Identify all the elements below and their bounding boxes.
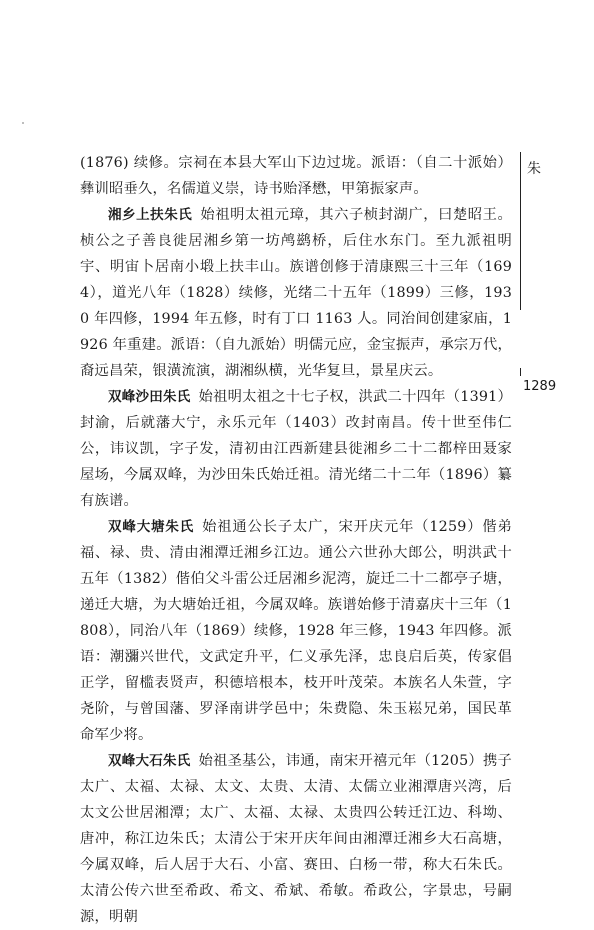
entry-text: 始祖明太祖之十七子权，洪武二十四年（1391）封渝，后就藩大宁，永乐元年（1403）改封南昌。传十世至伟仁公，讳议凯，字子发，清初由江西新建县徙湘乡二十二都梓田聂家屋场，今属双峰，为沙田朱氏始迁祖。清光绪二十二年（1896）纂有族谱。 (80, 389, 512, 509)
paragraph-text: (1876) 续修。宗祠在本县大军山下边过垅。派语：（自二十派始）彝训昭垂久，名儒道义崇，诗书贻泽懋，甲第振家声。 (80, 155, 512, 197)
page-number: 1289 (523, 379, 557, 394)
entry-shuangfeng-shatian (80, 384, 512, 514)
entry-heading: 双峰大塘朱氏 (108, 519, 195, 535)
body-text (80, 150, 512, 930)
entry-xiangxiang-shangfu (80, 202, 512, 384)
entry-shuangfeng-datang (80, 514, 512, 748)
section-character: 朱 (527, 161, 541, 177)
entry-heading: 湘乡上扶朱氏 (108, 207, 193, 223)
paragraph-continued (80, 150, 512, 202)
margin-rule-tick (520, 368, 521, 376)
margin-mark (22, 122, 24, 124)
margin-rule (520, 152, 521, 310)
entry-text: 始祖通公长子太广，宋开庆元年（1259）偕弟福、禄、贵、清由湘潭迁湘乡江边。通公六世孙大郎公，明洪武十五年（1382）偕伯父斗雷公迁居湘乡泥湾，旋迁二十二都亭子塘，递迁大塘，为大塘始迁祖，今属双峰。族谱始修于清嘉庆十三年（1808），同治八年（1869）续修，1928 年三修，1943 年四修。派语：潮瀰兴世代，文武定升平，仁义承先泽，忠良启后英，传家倡正学，留槛表贤声，积德培根本，枝开叶茂荣。本族名人朱萱，字尧阶，与曾国藩、罗泽南讲学邑中；朱费隐、朱玉崧兄弟，国民革命军少将。 (80, 519, 512, 743)
entry-text: 始祖圣基公，讳通，南宋开禧元年（1205）携子太广、太福、太禄、太文、太贵、太清、太儒立业湘潭唐兴湾，后太文公世居湘潭；太广、太福、太禄、太贵四公转迁江边、科坳、唐冲，称江边朱氏；太清公于宋开庆年间由湘潭迁湘乡大石高塘，今属双峰，后人居于大石、小富、赛田、白杨一带，称大石朱氏。太清公传六世至希政、希文、希斌、希敏。希政公，字景忠，号嗣源，明朝 (80, 753, 512, 925)
entry-heading: 双峰沙田朱氏 (108, 389, 191, 405)
entry-heading: 双峰大石朱氏 (108, 753, 191, 769)
entry-text: 始祖明太祖元璋，其六子桢封湖广，曰楚昭王。桢公之子善良徙居湘乡第一坊鸬鹚桥，后住水东门。至九派祖明宇、明宙卜居南小塅上扶丰山。族谱创修于清康熙三十三年（1694），道光八年（1828）续修，光绪二十五年（1899）三修，1930 年四修，1994 年五修，时有丁口 1163 人。同治间创建家庙，1926 年重建。派语：（自九派始）明儒元应，金宝振声，承宗万代，裔远昌荣，银潢流演，湖湘纵横，光华复旦，景星庆云。 (80, 207, 513, 379)
entry-shuangfeng-dashi (80, 748, 512, 930)
